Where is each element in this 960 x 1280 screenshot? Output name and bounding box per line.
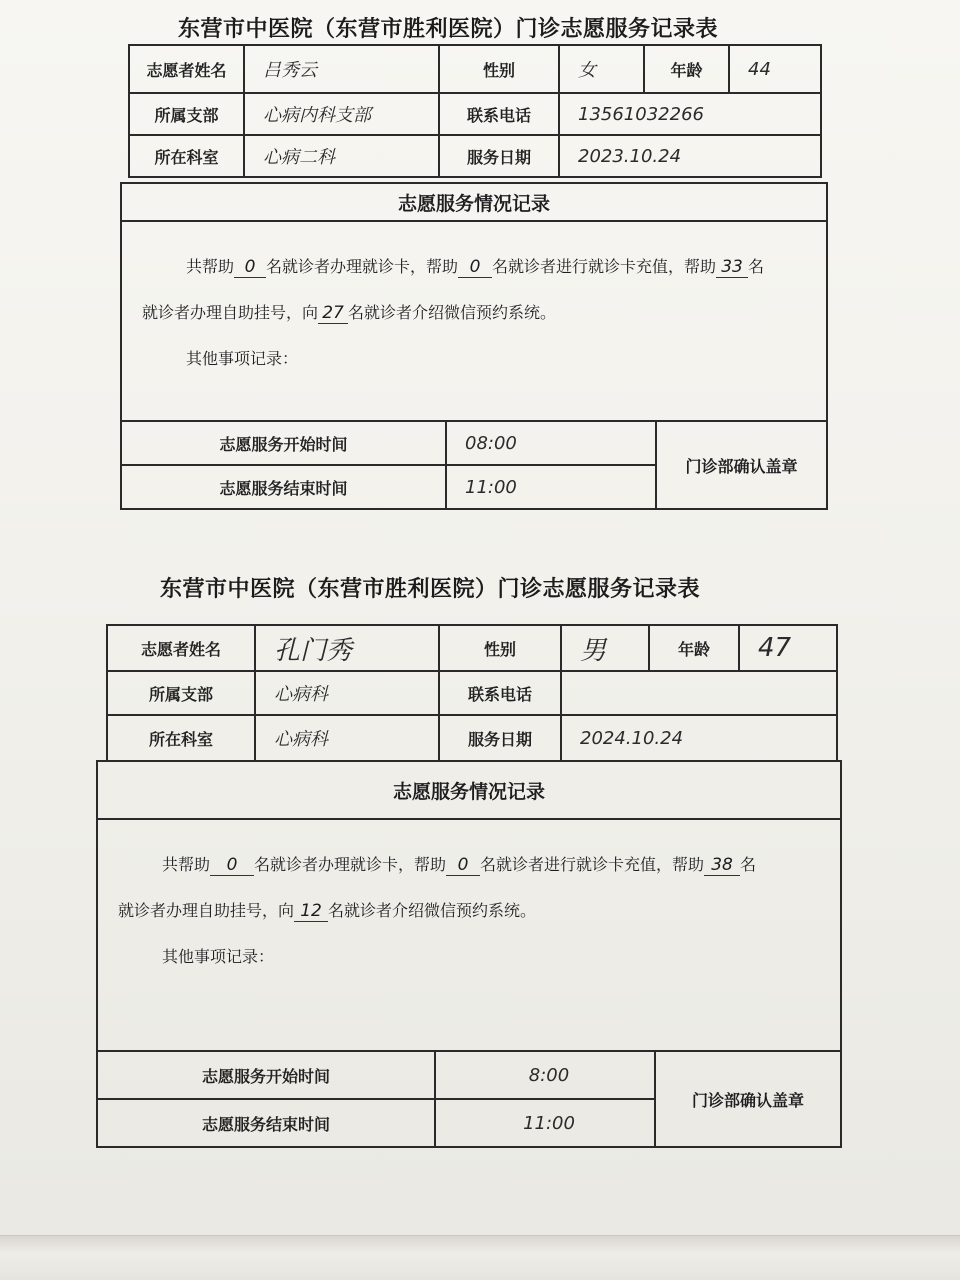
dept-label: 所在科室 xyxy=(129,135,244,177)
phone-value: 13561032266 xyxy=(559,93,821,135)
sentence-part: 名就诊者办理就诊卡，帮助 xyxy=(266,257,459,276)
start-label: 志愿服务开始时间 xyxy=(97,1051,435,1099)
date-label: 服务日期 xyxy=(439,135,559,177)
register-count: 33 xyxy=(716,257,748,278)
age-value: 44 xyxy=(729,45,821,93)
end-value: 11:00 xyxy=(446,465,656,509)
phone-label: 联系电话 xyxy=(439,671,561,715)
record-line-2 xyxy=(142,290,806,336)
gender-label: 性别 xyxy=(439,45,559,93)
info-table xyxy=(106,624,838,762)
other-notes-label: 其他事项记录： xyxy=(162,947,275,966)
dept-value: 心病科 xyxy=(255,715,439,761)
stamp-cell: 门诊部确认盖章 xyxy=(655,1051,841,1147)
other-notes-label: 其他事项记录： xyxy=(186,349,299,368)
dept-label: 所在科室 xyxy=(107,715,255,761)
branch-value: 心病内科支部 xyxy=(244,93,439,135)
date-value: 2023.10.24 xyxy=(559,135,821,177)
record-table xyxy=(120,182,828,510)
record-table xyxy=(96,760,842,1148)
recharge-count: 0 xyxy=(446,855,480,876)
sentence-part: 名就诊者介绍微信预约系统。 xyxy=(348,303,557,322)
sentence-part: 共帮助 xyxy=(186,257,235,276)
end-label: 志愿服务结束时间 xyxy=(97,1099,435,1147)
date-label: 服务日期 xyxy=(439,715,561,761)
gender-value: 女 xyxy=(559,45,644,93)
start-value: 08:00 xyxy=(446,421,656,465)
start-value: 8:00 xyxy=(435,1051,655,1099)
branch-label: 所属支部 xyxy=(107,671,255,715)
end-label: 志愿服务结束时间 xyxy=(121,465,446,509)
sentence-part: 名就诊者进行就诊卡充值，帮助 xyxy=(492,257,717,276)
gender-value: 男 xyxy=(561,625,649,671)
stamp-cell: 门诊部确认盖章 xyxy=(656,421,827,509)
section-heading: 志愿服务情况记录 xyxy=(121,183,827,221)
branch-label: 所属支部 xyxy=(129,93,244,135)
cards-count: 0 xyxy=(234,257,266,278)
record-line-1 xyxy=(142,244,806,290)
date-value: 2024.10.24 xyxy=(561,715,837,761)
paper-stack-edge xyxy=(0,1235,960,1280)
record-body xyxy=(97,819,841,1051)
name-value: 吕秀云 xyxy=(244,45,439,93)
sentence-part: 共帮助 xyxy=(162,855,211,874)
sentence-part: 就诊者办理自助挂号，向 xyxy=(118,901,295,920)
sentence-part: 名就诊者进行就诊卡充值，帮助 xyxy=(480,855,705,874)
wechat-count: 27 xyxy=(318,303,348,324)
recharge-count: 0 xyxy=(458,257,492,278)
sentence-part: 名就诊者办理就诊卡，帮助 xyxy=(254,855,447,874)
sentence-part: 名就诊者介绍微信预约系统。 xyxy=(328,901,537,920)
record-line-1 xyxy=(118,842,820,888)
section-heading: 志愿服务情况记录 xyxy=(97,761,841,819)
form-title: 东营市中医院（东营市胜利医院）门诊志愿服务记录表 xyxy=(160,576,701,602)
phone-label: 联系电话 xyxy=(439,93,559,135)
info-table xyxy=(128,44,822,178)
record-line-2 xyxy=(118,888,820,934)
branch-value: 心病科 xyxy=(255,671,439,715)
record-body xyxy=(121,221,827,421)
dept-value: 心病二科 xyxy=(244,135,439,177)
phone-value xyxy=(561,671,837,715)
end-value: 11:00 xyxy=(435,1099,655,1147)
register-count: 38 xyxy=(704,855,740,876)
start-label: 志愿服务开始时间 xyxy=(121,421,446,465)
age-value: 47 xyxy=(739,625,837,671)
sentence-part: 就诊者办理自助挂号，向 xyxy=(142,303,319,322)
name-label: 志愿者姓名 xyxy=(107,625,255,671)
gender-label: 性别 xyxy=(439,625,561,671)
form-title: 东营市中医院（东营市胜利医院）门诊志愿服务记录表 xyxy=(178,16,719,42)
sentence-part: 名 xyxy=(748,257,765,276)
cards-count: 0 xyxy=(210,855,254,876)
sentence-part: 名 xyxy=(740,855,757,874)
name-value: 孔门秀 xyxy=(255,625,439,671)
age-label: 年龄 xyxy=(649,625,739,671)
name-label: 志愿者姓名 xyxy=(129,45,244,93)
wechat-count: 12 xyxy=(294,901,328,922)
age-label: 年龄 xyxy=(644,45,729,93)
